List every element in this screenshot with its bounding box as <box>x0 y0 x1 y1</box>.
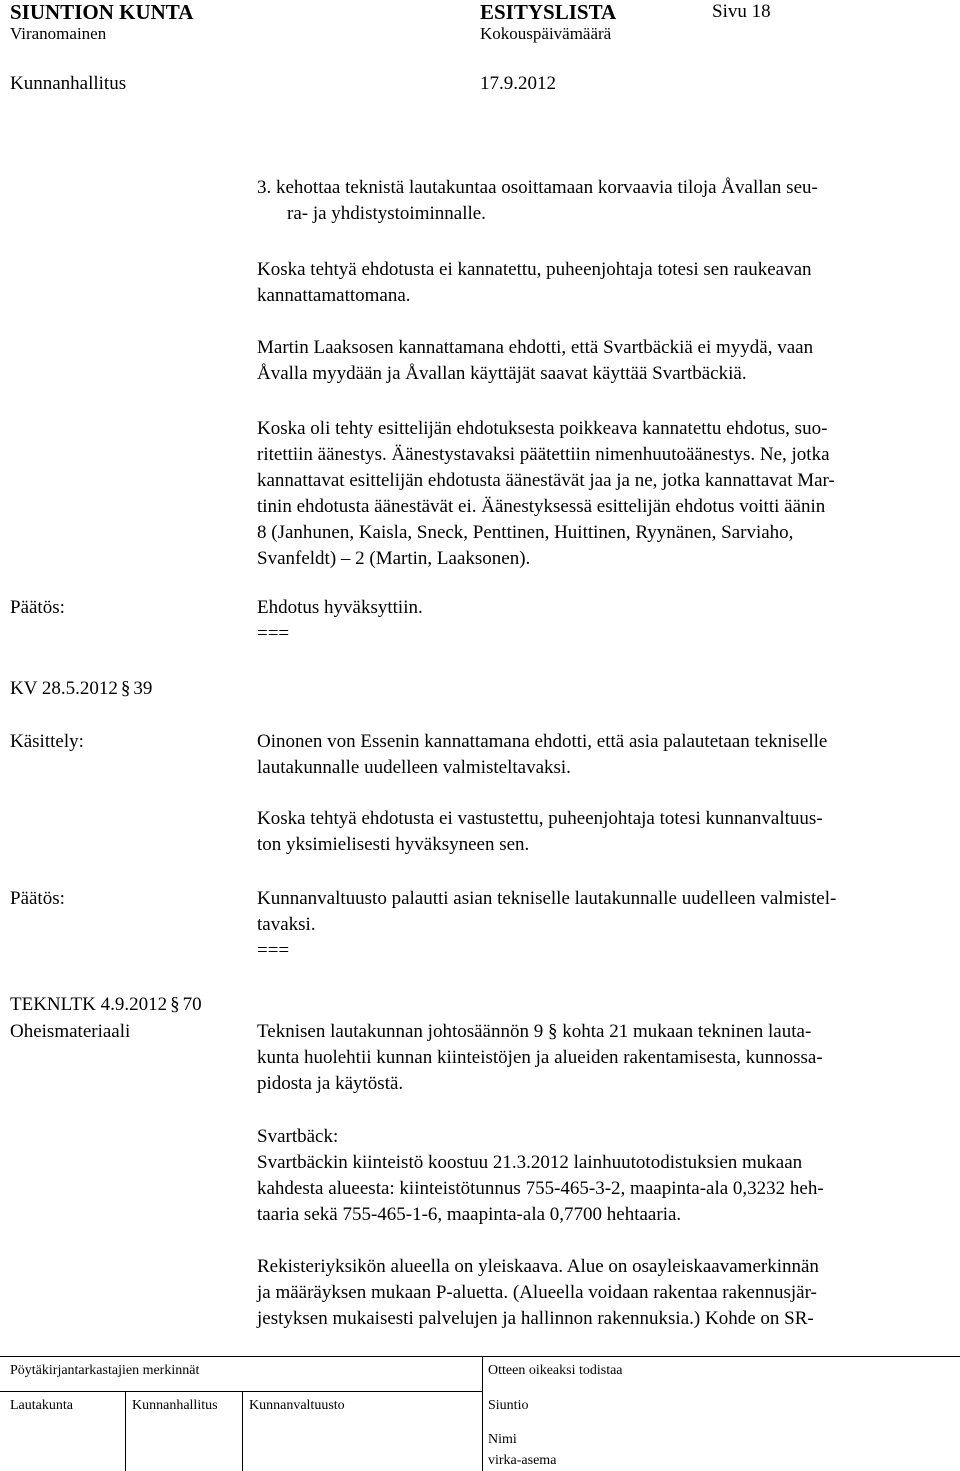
text-line: Svartbäckin kiinteistö koostuu 21.3.2012 lainhuutotodistuksien mukaan <box>257 1152 803 1173</box>
page-number: Sivu 18 <box>712 1 771 22</box>
document-type: ESITYSLISTA <box>480 0 617 24</box>
footer-place-label: Siuntio <box>488 1398 529 1413</box>
text-line: ritettiin äänestys. Äänestystavaksi päätettiin nimenhuutoäänestys. Ne, jotka <box>257 444 830 465</box>
text-line: kahdesta alueesta: kiinteistötunnus 755-465-3-2, maapinta-ala 0,3232 heh- <box>257 1178 824 1199</box>
text-line: ja määräyksen mukaan P-aluetta. (Alueella voidaan rakentaa rakennusjär- <box>257 1282 817 1303</box>
text-line: tavaksi. <box>257 914 316 935</box>
meeting-date-label: Kokouspäivämäärä <box>480 24 612 43</box>
attachments-label: Oheismateriaali <box>10 1021 131 1042</box>
text-line: tinin ehdotusta äänestävät ei. Äänestyksessä esittelijän ehdotus voitti äänin <box>257 496 826 517</box>
paragraph <box>257 1150 947 1228</box>
decision-item-3 <box>257 175 947 227</box>
text-line: Åvalla myydään ja Åvallan käyttäjät saavat käyttää Svartbäckiä. <box>257 363 747 384</box>
text-line: kannattamattomana. <box>257 285 411 306</box>
text-line: pidosta ja käytöstä. <box>257 1073 404 1094</box>
section-sign-icon: § <box>170 994 180 1015</box>
text-line: kunta huolehtii kunnan kiinteistöjen ja alueiden rakentamisesta, kunnossa- <box>257 1047 823 1068</box>
paragraph <box>257 729 947 781</box>
text-line: Koska oli tehty esittelijän ehdotuksesta poikkeava kannatettu ehdotus, suo- <box>257 418 828 439</box>
text-line: Koska tehtyä ehdotusta ei vastustettu, puheenjohtaja totesi kunnanvaltuus- <box>257 808 823 829</box>
footer-certification-title: Otteen oikeaksi todistaa <box>488 1363 623 1378</box>
text-line: Martin Laaksosen kannattamana ehdotti, että Svartbäckiä ei myydä, vaan <box>257 337 814 358</box>
reference-date: KV 28.5.2012 <box>10 678 118 699</box>
paragraph <box>257 1254 947 1332</box>
section-reference <box>10 676 152 702</box>
decision-label: Päätös: <box>10 888 65 909</box>
footer-divider <box>482 1356 483 1471</box>
text-line: ton yksimielisesti hyväksyneen sen. <box>257 834 530 855</box>
text-line: lautakunnalle uudelleen valmisteltavaksi. <box>257 757 571 778</box>
meeting-date: 17.9.2012 <box>480 73 556 94</box>
text-line: ra- ja yhdistystoiminnalle. <box>287 203 486 224</box>
section-reference <box>10 992 202 1018</box>
text-line: Kunnanvaltuusto palautti asian tekniselle lautakunnalle uudelleen valmistel- <box>257 888 837 909</box>
separator: === <box>257 623 290 644</box>
reference-number: 39 <box>133 678 153 699</box>
paragraph <box>257 335 947 387</box>
text-line: 3. kehottaa teknistä lautakuntaa osoittamaan korvaavia tiloja Åvallan seu- <box>257 177 818 198</box>
org-name: SIUNTION KUNTA <box>10 0 194 24</box>
text-line: kannattavat esittelijän ehdotusta äänestävät jaa ja ne, jotka kannattavat Mar- <box>257 470 835 491</box>
text-line: taaria sekä 755-465-1-6, maapinta-ala 0,7700 hehtaaria. <box>257 1204 682 1225</box>
footer-divider <box>0 1356 960 1357</box>
text-line: Oinonen von Essenin kannattamana ehdotti, että asia palautetaan tekniselle <box>257 731 828 752</box>
footer-position-label: virka-asema <box>488 1453 557 1468</box>
text-line: Svanfeldt) – 2 (Martin, Laaksonen). <box>257 548 531 569</box>
paragraph <box>257 416 947 572</box>
decision-text <box>257 886 947 938</box>
footer-council-label: Kunnanvaltuusto <box>249 1398 345 1413</box>
footer-divider <box>242 1391 243 1471</box>
text-line: 8 (Janhunen, Kaisla, Sneck, Penttinen, Huittinen, Ryynänen, Sarviaho, <box>257 522 794 543</box>
footer-divider <box>0 1391 482 1392</box>
separator: === <box>257 940 290 961</box>
footer-divider <box>125 1391 126 1471</box>
text-line: Koska tehtyä ehdotusta ei kannatettu, puheenjohtaja totesi sen raukeavan <box>257 259 812 280</box>
treatment-label: Käsittely: <box>10 731 84 752</box>
reference-date: TEKNLTK 4.9.2012 <box>10 994 168 1015</box>
footer-reviewers-title: Pöytäkirjantarkastajien merkinnät <box>10 1363 200 1378</box>
footer-municipal-board-label: Kunnanhallitus <box>132 1398 218 1413</box>
text-line: Rekisteriyksikön alueella on yleiskaava. Alue on osayleiskaavamerkinnän <box>257 1256 819 1277</box>
footer-name-label: Nimi <box>488 1432 517 1447</box>
paragraph <box>257 806 947 858</box>
decision-text: Ehdotus hyväksyttiin. <box>257 597 423 618</box>
decision-label: Päätös: <box>10 597 65 618</box>
paragraph <box>257 257 947 309</box>
reference-number: 70 <box>182 994 202 1015</box>
subheading: Svartbäck: <box>257 1126 339 1147</box>
text-line: Teknisen lautakunnan johtosäännön 9 § kohta 21 mukaan tekninen lauta- <box>257 1021 812 1042</box>
authority: Kunnanhallitus <box>10 73 127 94</box>
paragraph <box>257 1019 947 1097</box>
section-sign-icon: § <box>120 678 131 699</box>
footer-board-label: Lautakunta <box>10 1398 73 1413</box>
authority-label: Viranomainen <box>10 24 107 43</box>
text-line: jestyksen mukaisesti palvelujen ja hallinnon rakennuksia.) Kohde on SR- <box>257 1308 814 1329</box>
